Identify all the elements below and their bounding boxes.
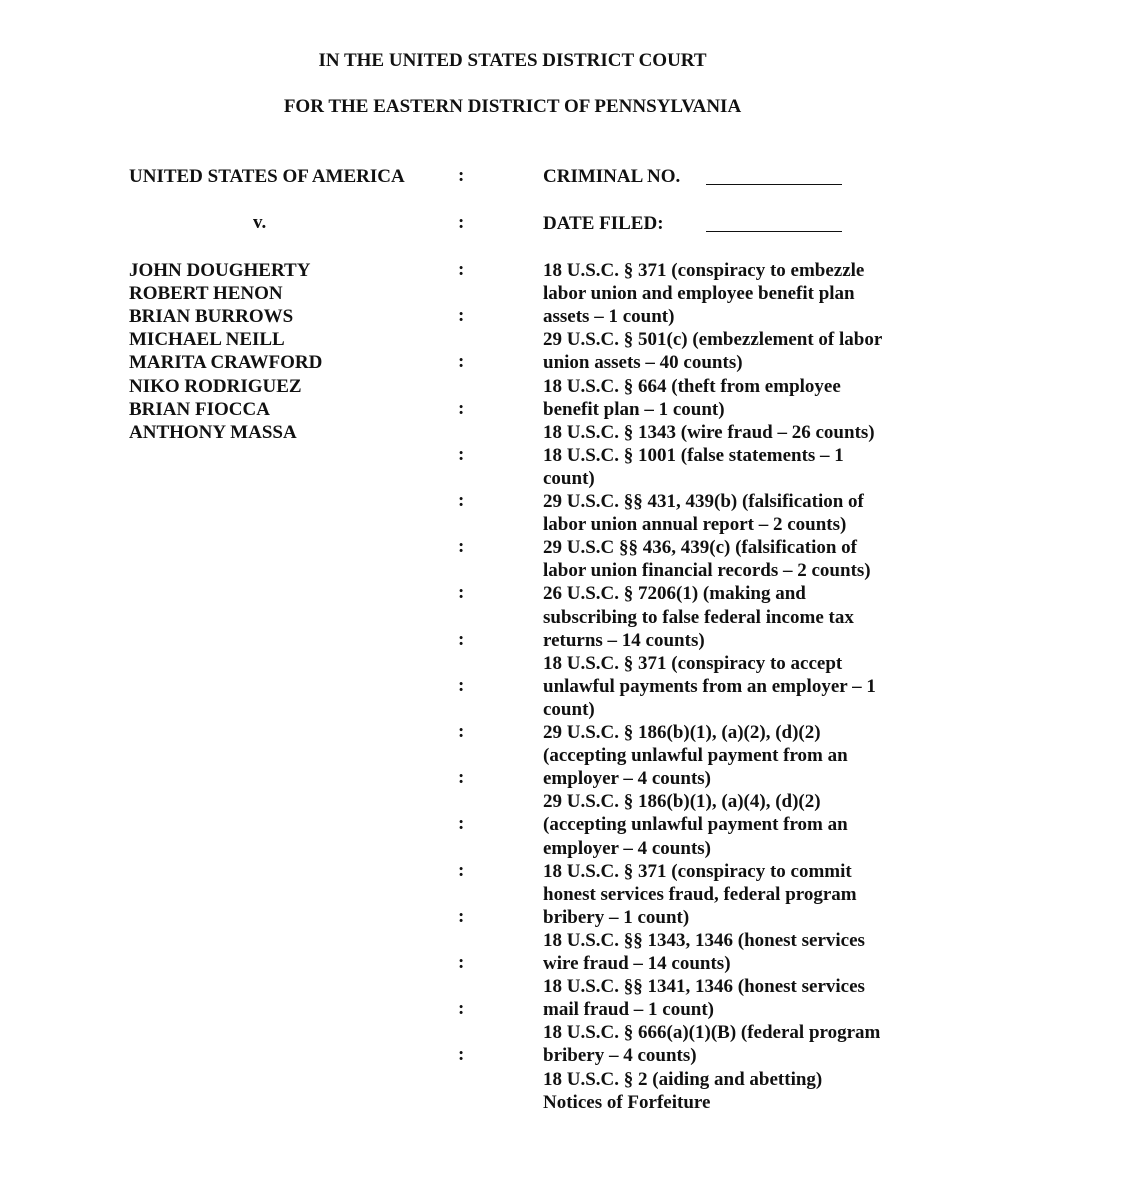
defendant-name: MARITA CRAWFORD [129, 352, 323, 374]
charge-line: honest services fraud, federal program [543, 883, 857, 905]
charge-line: mail fraud – 1 count) [543, 999, 714, 1021]
caption-separator: : [458, 259, 465, 280]
charge-line: labor union financial records – 2 counts) [543, 560, 871, 582]
plaintiff-name: UNITED STATES OF AMERICA [129, 166, 405, 187]
charge-line: benefit plan – 1 count) [543, 398, 725, 420]
charge-line: 18 U.S.C. § 664 (theft from employee [543, 375, 841, 397]
charge-line: count) [543, 698, 595, 720]
defendant-name: JOHN DOUGHERTY [129, 260, 311, 281]
caption-separator: : [458, 490, 465, 511]
caption-separator: : [458, 628, 465, 650]
defendant-name: BRIAN FIOCCA [129, 398, 270, 420]
caption-separator: : [458, 212, 465, 233]
defendant-name: ANTHONY MASSA [129, 421, 297, 443]
caption-separator: : [458, 813, 465, 835]
charge-line: unlawful payments from an employer – 1 [543, 675, 876, 697]
charge-line: 18 U.S.C. § 371 (conspiracy to accept [543, 652, 843, 674]
charge-line: assets – 1 count) [543, 306, 675, 328]
charge-line: returns – 14 counts) [543, 629, 705, 651]
charge-line: bribery – 1 count) [543, 906, 690, 928]
charge-line: 18 U.S.C. § 1001 (false statements – 1 [543, 444, 844, 466]
charge-line: 29 U.S.C. § 186(b)(1), (a)(2), (d)(2) [543, 722, 821, 743]
caption-separator: : [458, 443, 465, 465]
charge-line: 29 U.S.C. §§ 431, 439(b) (falsification of [543, 491, 864, 512]
charge-line: 18 U.S.C. § 371 (conspiracy to embezzle [543, 260, 865, 281]
caption-separator: : [458, 536, 465, 558]
charge-line: labor union annual report – 2 counts) [543, 514, 847, 536]
charge-line: bribery – 4 counts) [543, 1045, 697, 1067]
charge-line: 29 U.S.C. § 501(c) (embezzlement of labor [543, 329, 883, 351]
date-filed-label: DATE FILED: [543, 213, 664, 234]
caption-separator: : [458, 859, 465, 881]
caption-separator: : [458, 165, 465, 186]
caption-separator: : [458, 305, 465, 327]
charge-line: (accepting unlawful payment from an [543, 745, 848, 767]
charge-line: 18 U.S.C. § 2 (aiding and abetting) [543, 1068, 823, 1090]
date-filed-blank[interactable] [706, 231, 842, 232]
court-title: IN THE UNITED STATES DISTRICT COURT [318, 50, 707, 71]
charge-line: (accepting unlawful payment from an [543, 814, 848, 836]
charge-line: count) [543, 467, 595, 489]
charge-line: subscribing to false federal income tax [543, 606, 854, 628]
charge-line: 18 U.S.C. § 1343 (wire fraud – 26 counts) [543, 421, 875, 443]
charge-line: 29 U.S.C §§ 436, 439(c) (falsification of [543, 537, 857, 559]
caption-separator: : [458, 397, 465, 419]
caption-separator: : [458, 582, 465, 604]
defendant-name: BRIAN BURROWS [129, 306, 294, 328]
criminal-no-blank[interactable] [706, 184, 842, 185]
charge-line: 18 U.S.C. §§ 1343, 1346 (honest services [543, 929, 865, 951]
caption-separator: : [458, 767, 465, 789]
charge-line: 29 U.S.C. § 186(b)(1), (a)(4), (d)(2) [543, 791, 821, 813]
court-district: FOR THE EASTERN DISTRICT OF PENNSYLVANIA [283, 96, 742, 117]
charge-line: labor union and employee benefit plan [543, 283, 855, 305]
caption-separator: : [458, 998, 465, 1020]
charge-line: 18 U.S.C. § 371 (conspiracy to commit [543, 860, 852, 882]
charge-line: wire fraud – 14 counts) [543, 953, 731, 974]
caption-separator: : [458, 721, 465, 742]
charge-line: union assets – 40 counts) [543, 352, 743, 374]
defendant-name: ROBERT HENON [129, 283, 283, 305]
caption-separator: : [458, 952, 465, 973]
charge-line: employer – 4 counts) [543, 837, 711, 859]
criminal-no-label: CRIMINAL NO. [543, 166, 681, 187]
caption-separator: : [458, 674, 465, 696]
charge-line: 18 U.S.C. §§ 1341, 1346 (honest services [543, 976, 865, 998]
caption-separator: : [458, 905, 465, 927]
charge-line: employer – 4 counts) [543, 768, 711, 790]
charge-line: 26 U.S.C. § 7206(1) (making and [543, 583, 806, 605]
charge-line: Notices of Forfeiture [543, 1091, 711, 1113]
defendant-name: MICHAEL NEILL [129, 329, 285, 351]
versus: v. [253, 212, 267, 233]
caption-separator: : [458, 1044, 465, 1066]
caption-separator: : [458, 351, 465, 373]
defendant-name: NIKO RODRIGUEZ [129, 375, 302, 397]
charge-line: 18 U.S.C. § 666(a)(1)(B) (federal program [543, 1022, 881, 1044]
